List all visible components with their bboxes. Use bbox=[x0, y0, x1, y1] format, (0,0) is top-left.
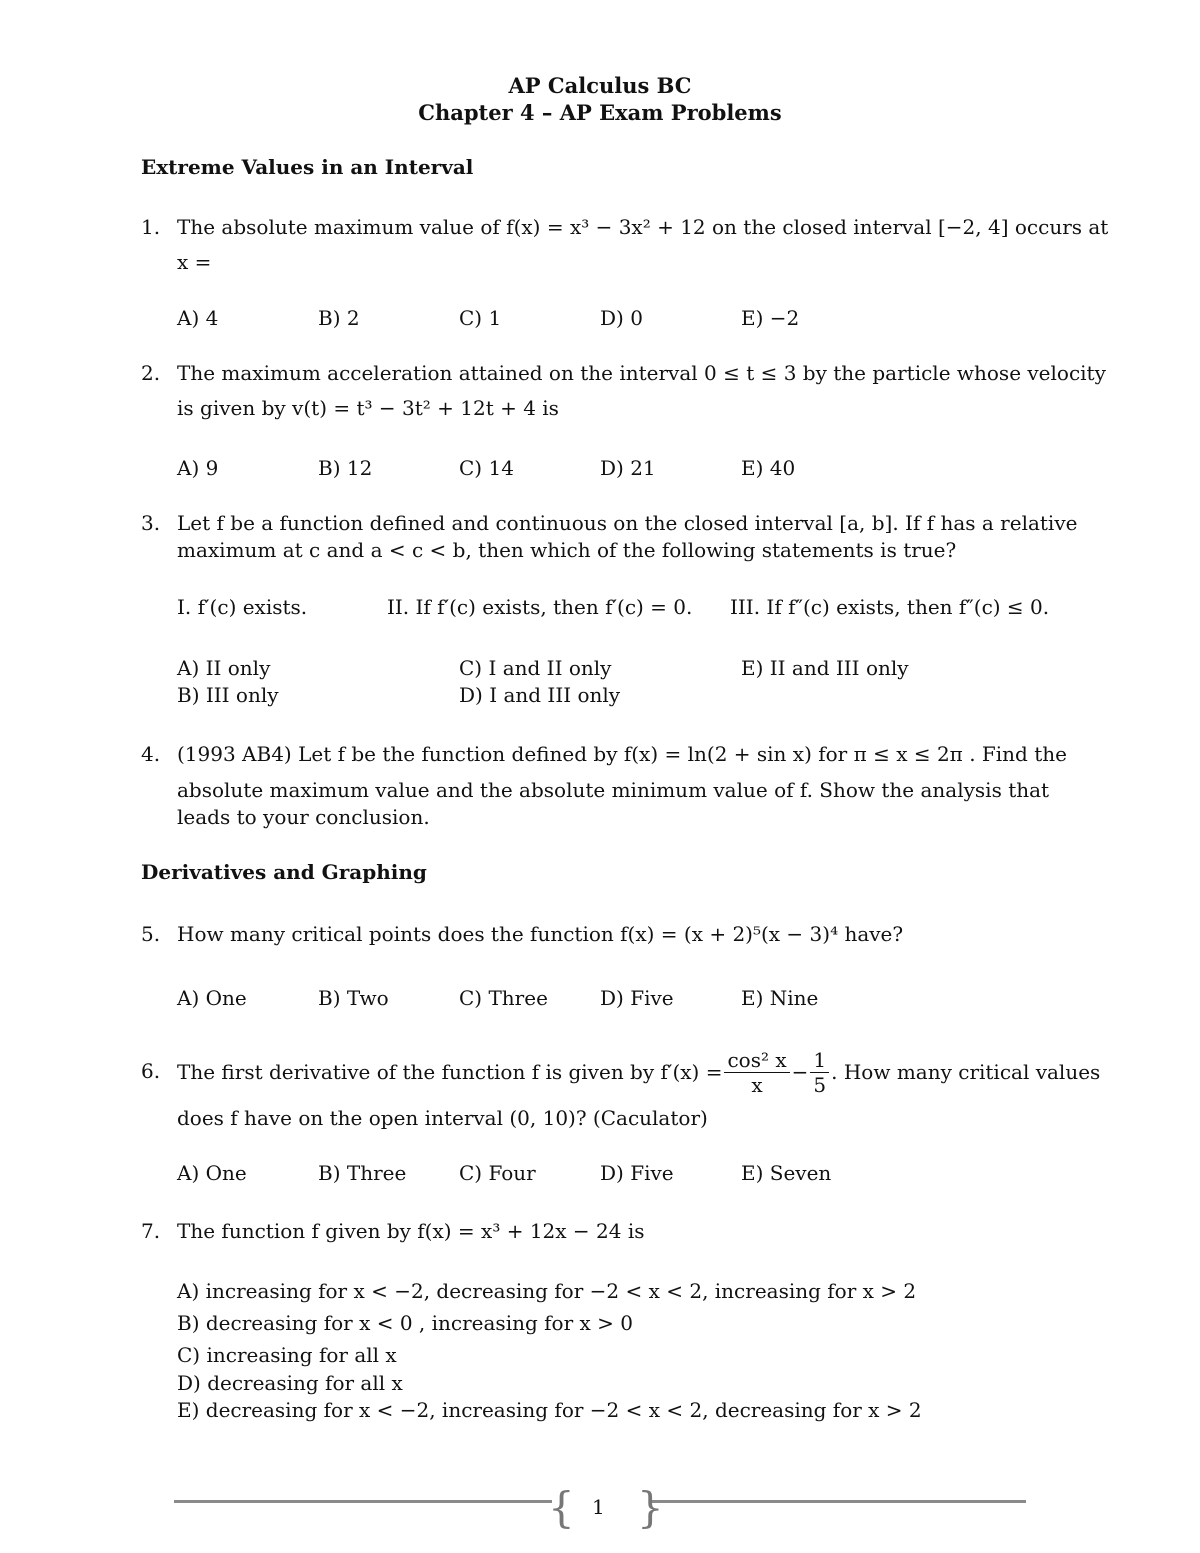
question-number: 6. bbox=[141, 1059, 161, 1083]
answer-option: A) increasing for x < −2, decreasing for −2 < x < 2, increasing for x > 2 bbox=[177, 1279, 917, 1303]
answer-option: B) 2 bbox=[318, 306, 360, 330]
answer-option: A) II only bbox=[177, 656, 271, 680]
question-7-text: The function f given by f(x) = x³ + 12x − 24 is bbox=[177, 1219, 645, 1243]
answer-option: A) One bbox=[177, 1161, 247, 1185]
section-heading-derivatives: Derivatives and Graphing bbox=[141, 860, 427, 884]
fraction-numerator: 1 bbox=[810, 1048, 829, 1073]
answer-option: B) III only bbox=[177, 683, 279, 707]
fraction-numerator: cos² x bbox=[724, 1048, 789, 1073]
answer-option: D) I and III only bbox=[459, 683, 621, 707]
answer-option: E) decreasing for x < −2, increasing for −2 < x < 2, decreasing for x > 2 bbox=[177, 1398, 922, 1422]
answer-option: A) One bbox=[177, 986, 247, 1010]
page-title: AP Calculus BC bbox=[508, 73, 692, 98]
answer-option: B) decreasing for x < 0 , increasing for x > 0 bbox=[177, 1311, 633, 1335]
question-4-text-line3: leads to your conclusion. bbox=[177, 805, 430, 829]
section-heading-extreme-values: Extreme Values in an Interval bbox=[141, 155, 474, 179]
answer-option: D) Five bbox=[600, 1161, 674, 1185]
answer-option: E) −2 bbox=[741, 306, 800, 330]
question-1-text-line1: The absolute maximum value of f(x) = x³ − 3x² + 12 on the closed interval [−2, 4] occurs at bbox=[177, 215, 1109, 239]
statement-ii: II. If f′(c) exists, then f′(c) = 0. bbox=[387, 595, 693, 619]
answer-option: A) 4 bbox=[177, 306, 219, 330]
statement-i: I. f′(c) exists. bbox=[177, 595, 308, 619]
question-6-text-line2: does f have on the open interval (0, 10)? (Caculator) bbox=[177, 1106, 708, 1130]
question-4-text-line1: (1993 AB4) Let f be the function defined by f(x) = ln(2 + sin x) for π ≤ x ≤ 2π . Find the bbox=[177, 742, 1067, 766]
question-6-pre: The first derivative of the function f is given by f′(x) = bbox=[177, 1060, 723, 1084]
answer-option: D) 21 bbox=[600, 456, 656, 480]
question-3-text-line1: Let f be a function defined and continuous on the closed interval [a, b]. If f has a relative bbox=[177, 511, 1078, 535]
answer-option: C) Four bbox=[459, 1161, 536, 1185]
fraction-denominator: x bbox=[751, 1072, 763, 1097]
answer-option: E) II and III only bbox=[741, 656, 909, 680]
question-number: 7. bbox=[141, 1219, 161, 1243]
answer-option: E) Nine bbox=[741, 986, 819, 1010]
answer-option: C) 1 bbox=[459, 306, 502, 330]
question-2-text-line2: is given by v(t) = t³ − 3t² + 12t + 4 is bbox=[177, 396, 559, 420]
question-number: 3. bbox=[141, 511, 161, 535]
answer-option: C) 14 bbox=[459, 456, 514, 480]
question-3-text-line2: maximum at c and a < c < b, then which of the following statements is true? bbox=[177, 538, 957, 562]
answer-option: D) 0 bbox=[600, 306, 643, 330]
footer-left-brace: { bbox=[548, 1483, 575, 1532]
page-subtitle: Chapter 4 – AP Exam Problems bbox=[418, 100, 782, 125]
footer-rule-right bbox=[652, 1500, 1026, 1503]
minus-sign: − bbox=[791, 1060, 809, 1084]
question-4-text-line2: absolute maximum value and the absolute minimum value of f. Show the analysis that bbox=[177, 778, 1050, 802]
question-number: 4. bbox=[141, 742, 161, 766]
answer-option: C) Three bbox=[459, 986, 548, 1010]
page-number: 1 bbox=[592, 1495, 605, 1519]
question-number: 1. bbox=[141, 215, 161, 239]
answer-option: B) Two bbox=[318, 986, 389, 1010]
question-1-text-line2: x = bbox=[177, 250, 212, 274]
answer-option: B) 12 bbox=[318, 456, 373, 480]
fraction-cos bbox=[724, 1048, 789, 1097]
answer-option: C) I and II only bbox=[459, 656, 612, 680]
answer-option: A) 9 bbox=[177, 456, 219, 480]
footer-right-brace: } bbox=[637, 1483, 664, 1532]
question-2-text-line1: The maximum acceleration attained on the interval 0 ≤ t ≤ 3 by the particle whose velocity bbox=[177, 361, 1106, 385]
question-number: 2. bbox=[141, 361, 161, 385]
statement-iii: III. If f″(c) exists, then f″(c) ≤ 0. bbox=[730, 595, 1050, 619]
footer-rule-left bbox=[174, 1500, 552, 1503]
question-number: 5. bbox=[141, 922, 161, 946]
answer-option: D) decreasing for all x bbox=[177, 1371, 403, 1395]
fraction-one-fifth bbox=[810, 1048, 829, 1097]
question-6-text-line1 bbox=[177, 1036, 1100, 1108]
answer-option: B) Three bbox=[318, 1161, 407, 1185]
answer-option: E) Seven bbox=[741, 1161, 832, 1185]
fraction-denominator: 5 bbox=[813, 1072, 827, 1097]
question-5-text: How many critical points does the function f(x) = (x + 2)⁵(x − 3)⁴ have? bbox=[177, 922, 904, 946]
answer-option: E) 40 bbox=[741, 456, 796, 480]
answer-option: D) Five bbox=[600, 986, 674, 1010]
question-6-post: . How many critical values bbox=[831, 1060, 1101, 1084]
answer-option: C) increasing for all x bbox=[177, 1343, 397, 1367]
